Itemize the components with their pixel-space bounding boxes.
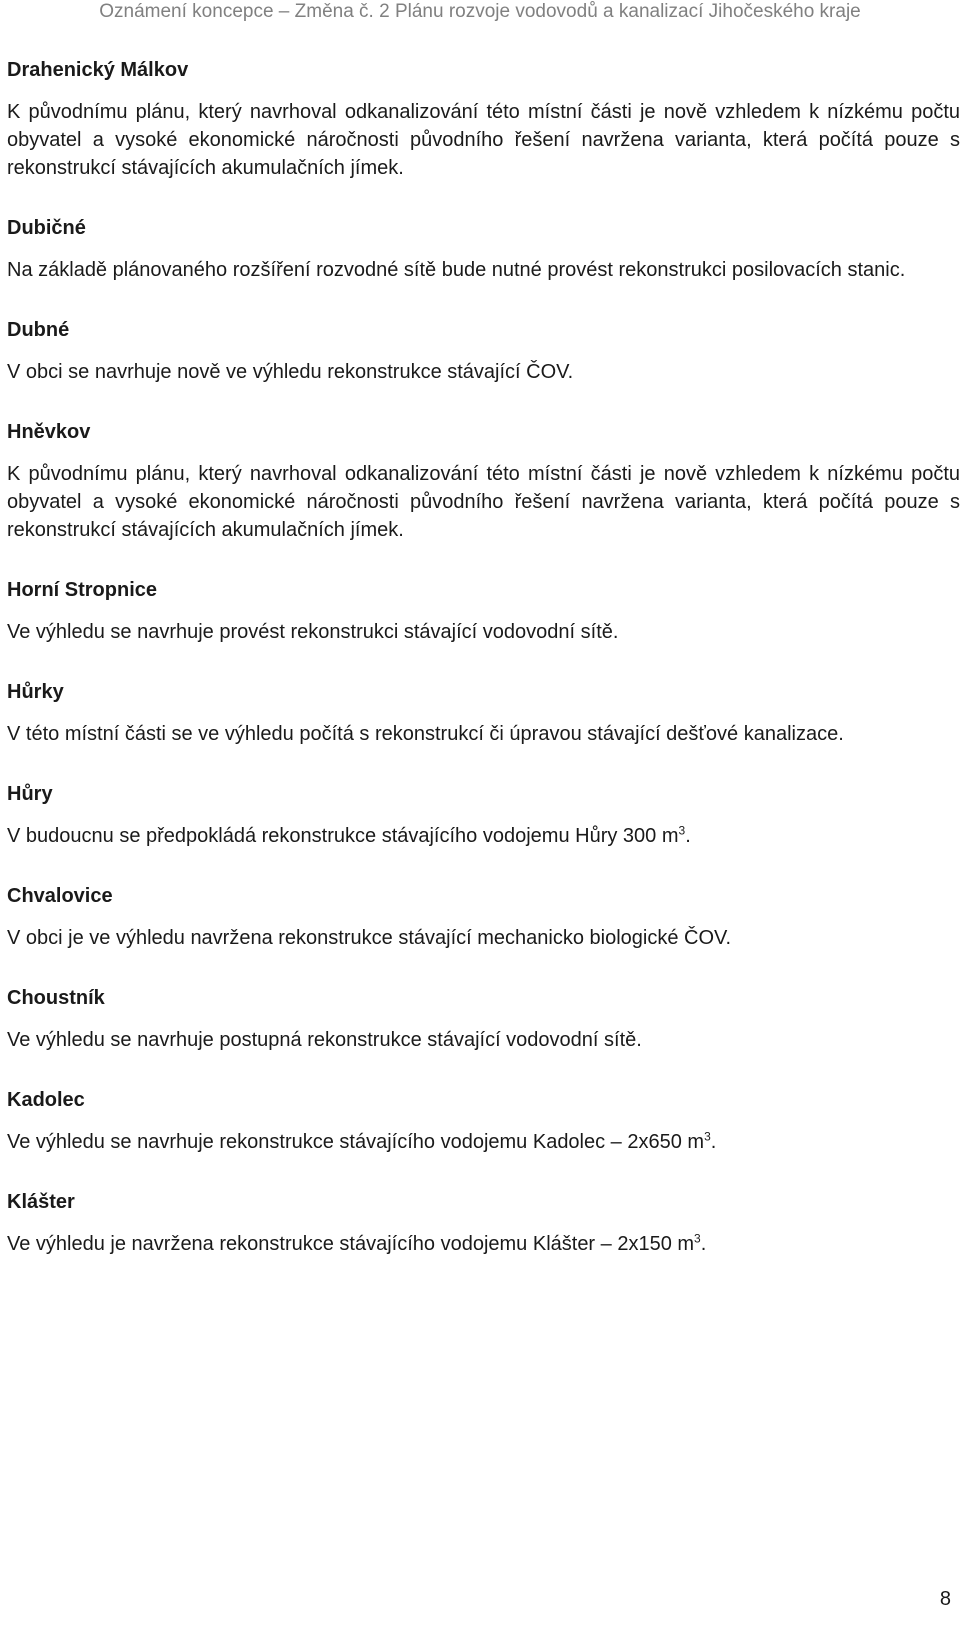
document-body (7, 56, 960, 1258)
section-heading: Kadolec (7, 1089, 85, 1111)
text-tail: . (685, 825, 691, 847)
section-text: V této místní části se ve výhledu počítá s rekonstrukcí či úpravou stávající dešťové kanalizace. (7, 723, 844, 745)
section-text: Na základě plánovaného rozšíření rozvodné sítě bude nutné provést rekonstrukci posilovacích stanic. (7, 259, 906, 281)
text-body: V budoucnu se předpokládá rekonstrukce stávajícího vodojemu Hůry 300 m (7, 825, 679, 847)
superscript: 3 (694, 1231, 701, 1246)
section-drahenicky-malkov (7, 56, 960, 182)
section-kadolec (7, 1086, 960, 1156)
text-tail: . (700, 1233, 707, 1255)
section-hury (7, 780, 960, 850)
section-heading: Hůrky (7, 681, 64, 703)
page-header: Oznámení koncepce – Změna č. 2 Plánu rozvoje vodovodů a kanalizací Jihočeského kraje (99, 1, 861, 22)
section-heading: Hůry (7, 783, 53, 805)
section-text: K původnímu plánu, který navrhoval odkanalizování této místní části je nově vzhledem k nízkému počtu obyvatel a vysoké ekonomické náročnosti původního řešení navržena varianta, která počítá pouze s rekonstrukcí stávajících akumulačních jímek. (7, 101, 960, 179)
superscript: 3 (678, 823, 686, 838)
section-text: K původnímu plánu, který navrhoval odkanalizování této místní části je nově vzhledem k nízkému počtu obyvatel a vysoké ekonomické náročnosti původního řešení navržena varianta, která počítá pouze s rekonstrukcí stávajících akumulačních jímek. (7, 463, 960, 541)
section-hurky (7, 678, 960, 748)
superscript: 3 (704, 1129, 711, 1144)
section-heading: Choustník (7, 987, 105, 1009)
section-hnevkov (7, 418, 960, 544)
section-text: V obci je ve výhledu navržena rekonstrukce stávající mechanicko biologické ČOV. (7, 927, 732, 949)
section-choustnik (7, 984, 960, 1054)
text-tail: . (710, 1131, 717, 1153)
section-chvalovice (7, 882, 960, 952)
section-dubicne (7, 214, 960, 284)
section-heading: Drahenický Málkov (7, 59, 189, 81)
section-text (7, 822, 960, 850)
section-heading: Horní Stropnice (7, 579, 158, 601)
section-heading: Dubné (7, 319, 70, 341)
section-dubne (7, 316, 960, 386)
text-body: Ve výhledu je navržena rekonstrukce stávajícího vodojemu Klášter – 2x150 m (7, 1233, 695, 1255)
section-text: V obci se navrhuje nově ve výhledu rekonstrukce stávající ČOV. (7, 361, 574, 383)
section-text (7, 1128, 960, 1156)
section-text (7, 1230, 960, 1258)
text-body: Ve výhledu se navrhuje rekonstrukce stávajícího vodojemu Kadolec – 2x650 m (7, 1131, 705, 1153)
section-heading: Chvalovice (7, 885, 113, 907)
section-heading: Hněvkov (7, 421, 91, 443)
section-klaster (7, 1188, 960, 1258)
page-number: 8 (939, 1588, 951, 1610)
section-horni-stropnice (7, 576, 960, 646)
section-text: Ve výhledu se navrhuje postupná rekonstrukce stávající vodovodní sítě. (7, 1029, 642, 1051)
section-heading: Klášter (7, 1191, 75, 1213)
section-heading: Dubičné (7, 217, 86, 239)
section-text: Ve výhledu se navrhuje provést rekonstrukci stávající vodovodní sítě. (7, 621, 619, 643)
